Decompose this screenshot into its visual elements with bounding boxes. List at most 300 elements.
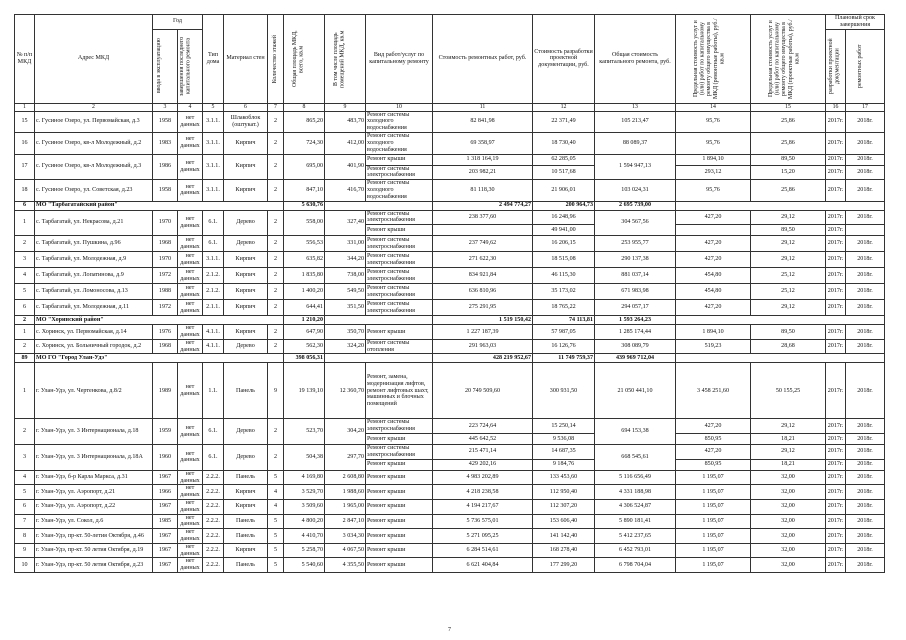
row-year-last-repair: нет данных (178, 268, 203, 284)
row-year-built: 1967 (153, 529, 178, 544)
row-repair-cost: 81 118,30 (433, 180, 533, 201)
row-living-area: 331,00 (325, 236, 366, 252)
row-address: с. Тарбагатай, ул. Лопатинова, д.9 (35, 268, 153, 284)
row-floors: 2 (268, 154, 284, 180)
header-address: Адрес МКД (35, 15, 153, 104)
row-total-area: 1 835,80 (284, 268, 325, 284)
column-number: 10 (366, 103, 433, 111)
row-deadline-design: 2017г. (826, 470, 846, 485)
row-deadline-works: 2018г. (846, 445, 885, 460)
row-house-type: 3.1.1. (203, 154, 224, 180)
row-address: с. Тарбагатай, ул. Молодежная, д.9 (35, 252, 153, 268)
row-limit-cost-design: 32,00 (751, 543, 826, 558)
table-row (15, 133, 885, 154)
row-design-cost: 16 206,15 (533, 236, 595, 252)
table-header (15, 15, 885, 112)
table-row (15, 180, 885, 201)
district-name: МО "Тарбагатайский район" (35, 201, 284, 210)
row-limit-cost-works: 850,95 (676, 459, 751, 470)
district-repair-total: 428 219 952,67 (433, 354, 533, 363)
row-wall-material: Дерево (224, 419, 268, 445)
row-living-area: 3 034,30 (325, 529, 366, 544)
row-total-cost: 103 024,31 (595, 180, 676, 201)
row-wall-material: Кирпич (224, 284, 268, 300)
row-work-type: Ремонт крыши (366, 499, 433, 514)
row-number: 3 (15, 252, 35, 268)
row-limit-cost-works: 427,20 (676, 252, 751, 268)
row-year-last-repair: нет данных (178, 419, 203, 445)
row-deadline-design: 2017г. (826, 514, 846, 529)
table-row (15, 470, 885, 485)
row-deadline-works: 2018г. (846, 485, 885, 500)
district-cost-total: 2 695 739,00 (595, 201, 676, 210)
row-address: с. Гусиное Озеро, кв-л Молодежный, д.3 (35, 154, 153, 180)
row-repair-cost: 5 736 575,01 (433, 514, 533, 529)
row-living-area: 401,90 (325, 154, 366, 180)
row-design-cost: 112 950,40 (533, 485, 595, 500)
row-wall-material: Кирпич (224, 300, 268, 316)
table-row (15, 499, 885, 514)
row-number: 6 (15, 300, 35, 316)
district-cost-total: 439 969 712,04 (595, 354, 676, 363)
row-year-built: 1959 (153, 419, 178, 445)
row-deadline-works: 2018г. (846, 419, 885, 434)
row-deadline-design: 2017г. (826, 252, 846, 268)
row-living-area: 738,00 (325, 268, 366, 284)
column-number: 14 (676, 103, 751, 111)
row-limit-cost-design: 29,12 (751, 210, 826, 225)
row-year-built: 1976 (153, 325, 178, 340)
row-limit-cost-design: 18,21 (751, 434, 826, 445)
row-living-area: 4 067,50 (325, 543, 366, 558)
row-deadline-design: 2017г. (826, 210, 846, 225)
row-design-cost: 14 687,35 (533, 445, 595, 460)
row-address: г. Улан-Удэ, пр-кт. 50 летия Октября, д.23 (35, 558, 153, 573)
row-design-cost: 153 606,40 (533, 514, 595, 529)
repair-program-table-sheet (14, 14, 884, 573)
row-number: 1 (15, 363, 35, 419)
column-number: 11 (433, 103, 533, 111)
row-year-last-repair: нет данных (178, 236, 203, 252)
row-house-type: 1.1. (203, 363, 224, 419)
row-limit-cost-design: 28,68 (751, 339, 826, 354)
row-living-area: 1 965,00 (325, 499, 366, 514)
row-total-cost: 21 050 441,10 (595, 363, 676, 419)
column-number: 17 (846, 103, 885, 111)
row-number: 1 (15, 325, 35, 340)
row-total-cost: 253 955,77 (595, 236, 676, 252)
column-number: 16 (826, 103, 846, 111)
row-design-cost: 46 115,30 (533, 268, 595, 284)
district-area-total: 5 630,76 (284, 201, 325, 210)
row-wall-material: Панель (224, 558, 268, 573)
row-address: г. Улан-Удэ, ул. Сокол, д.6 (35, 514, 153, 529)
row-deadline-works: 2018г. (846, 133, 885, 154)
row-house-type: 2.2.2. (203, 514, 224, 529)
row-total-cost: 308 089,79 (595, 339, 676, 354)
row-deadline-design: 2017г. (826, 529, 846, 544)
row-number: 4 (15, 470, 35, 485)
row-address: г. Улан-Удэ, ул. Чертенкова, д.8/2 (35, 363, 153, 419)
row-living-area: 344,20 (325, 252, 366, 268)
row-work-type: Ремонт системы электроснабжения (366, 252, 433, 268)
row-total-area: 562,30 (284, 339, 325, 354)
district-repair-total: 1 519 150,42 (433, 316, 533, 325)
empty-cell (325, 201, 433, 210)
row-repair-cost: 429 202,16 (433, 459, 533, 470)
row-limit-cost-works: 1 195,07 (676, 529, 751, 544)
row-repair-cost: 237 749,62 (433, 236, 533, 252)
table-row (15, 543, 885, 558)
column-number: 7 (268, 103, 284, 111)
row-year-last-repair: нет данных (178, 252, 203, 268)
row-repair-cost: 69 358,97 (433, 133, 533, 154)
row-year-last-repair: нет данных (178, 485, 203, 500)
column-number-row (15, 103, 885, 111)
row-address: г. Улан-Удэ, б-р Карла Маркса, д.31 (35, 470, 153, 485)
row-total-area: 865,20 (284, 111, 325, 132)
row-deadline-design: 2017г. (826, 558, 846, 573)
row-limit-cost-design: 89,50 (751, 225, 826, 236)
row-limit-cost-design: 32,00 (751, 558, 826, 573)
row-year-last-repair: нет данных (178, 445, 203, 471)
row-deadline-design: 2017г. (826, 434, 846, 445)
row-work-type: Ремонт крыши (366, 543, 433, 558)
header-floors: Количество этажей (272, 34, 279, 83)
row-floors: 2 (268, 419, 284, 445)
row-wall-material: Панель (224, 514, 268, 529)
row-deadline-design: 2017г. (826, 339, 846, 354)
row-design-cost: 18 730,40 (533, 133, 595, 154)
row-deadline-works: 2018г. (846, 470, 885, 485)
row-work-type: Ремонт крыши (366, 325, 433, 340)
row-repair-cost: 6 284 514,61 (433, 543, 533, 558)
row-number: 15 (15, 111, 35, 132)
row-deadline-works: 2018г. (846, 284, 885, 300)
row-repair-cost: 4 983 202,89 (433, 470, 533, 485)
row-living-area: 324,20 (325, 339, 366, 354)
row-limit-cost-design: 25,12 (751, 268, 826, 284)
row-work-type: Ремонт крыши (366, 459, 433, 470)
row-design-cost: 16 248,96 (533, 210, 595, 225)
row-address: с. Гусиное Озеро, кв-л Молодежный, д.2 (35, 133, 153, 154)
row-total-cost: 5 890 181,41 (595, 514, 676, 529)
row-limit-cost-works: 427,20 (676, 419, 751, 434)
row-deadline-design: 2017г. (826, 300, 846, 316)
row-year-built: 1972 (153, 300, 178, 316)
row-repair-cost: 82 841,98 (433, 111, 533, 132)
row-house-type: 6.1. (203, 236, 224, 252)
row-work-type: Ремонт системы холодного водоснабжения (366, 180, 433, 201)
row-floors: 9 (268, 363, 284, 419)
header-deadline-design: разработки проектной документации (827, 38, 841, 94)
row-deadline-design: 2017г. (826, 268, 846, 284)
row-year-last-repair: нет данных (178, 284, 203, 300)
row-design-cost: 35 173,02 (533, 284, 595, 300)
row-year-built: 1966 (153, 485, 178, 500)
row-address: с. Тарбагатай, ул. Молодежная, д.11 (35, 300, 153, 316)
row-house-type: 2.1.2. (203, 284, 224, 300)
row-wall-material: Дерево (224, 445, 268, 471)
row-repair-cost: 6 621 404,84 (433, 558, 533, 573)
row-number: 17 (15, 154, 35, 180)
row-total-area: 695,00 (284, 154, 325, 180)
row-total-cost: 1 285 174,44 (595, 325, 676, 340)
row-total-area: 504,38 (284, 445, 325, 471)
row-total-cost: 5 412 237,65 (595, 529, 676, 544)
row-wall-material: Кирпич (224, 268, 268, 284)
column-number: 3 (153, 103, 178, 111)
row-year-built: 1972 (153, 268, 178, 284)
row-limit-cost-works: 519,23 (676, 339, 751, 354)
row-floors: 2 (268, 325, 284, 340)
row-year-built: 1958 (153, 180, 178, 201)
row-address: г. Улан-Удэ, ул. 3 Интернационала, д.18 (35, 419, 153, 445)
row-address: с. Тарбагатай, ул. Некрасова, д.21 (35, 210, 153, 236)
district-cost-total: 1 593 264,23 (595, 316, 676, 325)
row-limit-cost-design: 25,86 (751, 180, 826, 201)
row-deadline-works: 2018г. (846, 363, 885, 419)
empty-cell (325, 354, 433, 363)
row-year-last-repair: нет данных (178, 210, 203, 236)
row-work-type: Ремонт крыши (366, 434, 433, 445)
column-number: 8 (284, 103, 325, 111)
row-design-cost: 9 536,08 (533, 434, 595, 445)
header-limit-cost-design: Предельная стоимость услуг и (или) работ по капитальному ремонту общего имущества в МКД (проектные работы), руб./кв.м (768, 19, 801, 99)
row-limit-cost-works: 1 195,07 (676, 470, 751, 485)
row-wall-material: Панель (224, 470, 268, 485)
row-repair-cost: 238 377,60 (433, 210, 533, 225)
row-total-area: 523,70 (284, 419, 325, 445)
row-house-type: 3.1.1. (203, 133, 224, 154)
row-work-type: Ремонт системы электроснабжения (366, 284, 433, 300)
row-address: г. Улан-Удэ, ул. Аэропорт, д.21 (35, 485, 153, 500)
row-floors: 2 (268, 339, 284, 354)
row-total-cost: 105 213,47 (595, 111, 676, 132)
row-living-area: 351,50 (325, 300, 366, 316)
row-work-type: Ремонт крыши (366, 514, 433, 529)
row-design-cost: 16 126,76 (533, 339, 595, 354)
row-limit-cost-design: 32,00 (751, 499, 826, 514)
row-deadline-works: 2018г. (846, 543, 885, 558)
row-number: 7 (15, 514, 35, 529)
table-row (15, 514, 885, 529)
row-number: 2 (15, 419, 35, 445)
column-number: 1 (15, 103, 35, 111)
row-total-cost: 1 594 947,13 (595, 154, 676, 180)
row-deadline-works: 2018г. (846, 529, 885, 544)
row-year-last-repair: нет данных (178, 529, 203, 544)
row-deadline-works (846, 225, 885, 236)
row-design-cost: 168 278,40 (533, 543, 595, 558)
row-floors: 2 (268, 300, 284, 316)
table-body (15, 111, 885, 572)
row-wall-material: Панель (224, 363, 268, 419)
row-limit-cost-design: 18,21 (751, 459, 826, 470)
row-living-area: 297,70 (325, 445, 366, 471)
table-row (15, 268, 885, 284)
row-repair-cost: 5 271 095,25 (433, 529, 533, 544)
row-total-area: 847,10 (284, 180, 325, 201)
row-repair-cost: 271 622,30 (433, 252, 533, 268)
row-limit-cost-design: 32,00 (751, 485, 826, 500)
row-year-built: 1989 (153, 363, 178, 419)
row-total-cost: 694 153,38 (595, 419, 676, 445)
row-total-cost: 4 306 524,87 (595, 499, 676, 514)
row-limit-cost-works: 427,20 (676, 210, 751, 225)
row-deadline-works: 2018г. (846, 165, 885, 180)
header-limit-cost-works: Предельная стоимость услуг и (или) работ по капитальному ремонту общего имущества в МКД (ремонтные работы), руб./кв.м (693, 18, 726, 100)
column-number: 5 (203, 103, 224, 111)
district-area-total: 1 210,20 (284, 316, 325, 325)
row-number: 2 (15, 339, 35, 354)
row-total-area: 4 169,80 (284, 470, 325, 485)
district-total-row (15, 316, 885, 325)
row-work-type: Ремонт системы отопления (366, 339, 433, 354)
row-wall-material: Кирпич (224, 543, 268, 558)
table-row (15, 339, 885, 354)
row-limit-cost-design: 25,86 (751, 111, 826, 132)
row-living-area: 2 608,80 (325, 470, 366, 485)
row-deadline-design: 2017г. (826, 419, 846, 434)
table-row (15, 419, 885, 434)
row-limit-cost-design: 29,12 (751, 300, 826, 316)
row-total-area: 3 509,60 (284, 499, 325, 514)
row-repair-cost: 445 642,52 (433, 434, 533, 445)
row-design-cost: 15 250,14 (533, 419, 595, 434)
row-number: 6 (15, 499, 35, 514)
row-deadline-design: 2017г. (826, 363, 846, 419)
row-repair-cost: 203 982,21 (433, 165, 533, 180)
row-number: 4 (15, 268, 35, 284)
row-repair-cost: 834 921,84 (433, 268, 533, 284)
row-limit-cost-design: 29,12 (751, 445, 826, 460)
row-living-area: 350,70 (325, 325, 366, 340)
row-floors: 2 (268, 236, 284, 252)
header-year-built: ввода в эксплуатацию (156, 38, 162, 94)
column-number: 13 (595, 103, 676, 111)
row-design-cost: 18 765,22 (533, 300, 595, 316)
row-limit-cost-works: 95,76 (676, 133, 751, 154)
district-total-row (15, 201, 885, 210)
row-limit-cost-design: 32,00 (751, 529, 826, 544)
row-year-last-repair: нет данных (178, 300, 203, 316)
row-house-type: 3.1.1. (203, 252, 224, 268)
row-number: 3 (15, 445, 35, 471)
row-address: г. Улан-Удэ, ул. Аэропорт, д.22 (35, 499, 153, 514)
row-year-built: 1968 (153, 236, 178, 252)
row-repair-cost: 636 810,96 (433, 284, 533, 300)
row-total-cost: 881 037,14 (595, 268, 676, 284)
row-design-cost: 22 371,49 (533, 111, 595, 132)
row-deadline-design: 2017г. (826, 284, 846, 300)
row-house-type: 2.2.2. (203, 529, 224, 544)
row-work-type: Ремонт системы электроснабжения (366, 236, 433, 252)
row-house-type: 3.1.1. (203, 111, 224, 132)
district-name: МО ГО "Город Улан-Удэ" (35, 354, 284, 363)
row-design-cost: 112 307,20 (533, 499, 595, 514)
row-total-cost: 671 983,98 (595, 284, 676, 300)
row-total-area: 4 800,20 (284, 514, 325, 529)
row-wall-material: Кирпич (224, 485, 268, 500)
row-deadline-design: 2017г. (826, 325, 846, 340)
row-number: 8 (15, 529, 35, 544)
row-year-last-repair: нет данных (178, 558, 203, 573)
row-limit-cost-works: 1 195,07 (676, 499, 751, 514)
column-number: 6 (224, 103, 268, 111)
row-year-built: 1967 (153, 558, 178, 573)
row-total-area: 635,82 (284, 252, 325, 268)
header-wall-material: Материал стен (224, 15, 268, 104)
row-living-area: 12 360,70 (325, 363, 366, 419)
row-work-type: Ремонт, замена, модернизация лифтов, ремонт лифтовых шахт, машинных и блочных помещений (366, 363, 433, 419)
row-wall-material: Шлакоблок (оштукат.) (224, 111, 268, 132)
header-work-type: Вид работ/услуг по капитальному ремонту (366, 15, 433, 104)
row-living-area: 483,70 (325, 111, 366, 132)
district-name: МО "Хоринский район" (35, 316, 284, 325)
row-floors: 2 (268, 133, 284, 154)
row-number: 18 (15, 180, 35, 201)
row-design-cost: 10 517,68 (533, 165, 595, 180)
district-design-total: 74 113,81 (533, 316, 595, 325)
row-design-cost: 177 299,20 (533, 558, 595, 573)
row-house-type: 6.1. (203, 210, 224, 236)
row-repair-cost: 1 227 187,39 (433, 325, 533, 340)
table-row (15, 558, 885, 573)
row-design-cost: 9 184,76 (533, 459, 595, 470)
row-deadline-works: 2018г. (846, 325, 885, 340)
table-row (15, 485, 885, 500)
row-number: 5 (15, 485, 35, 500)
row-repair-cost: 223 724,64 (433, 419, 533, 434)
row-limit-cost-design: 29,12 (751, 236, 826, 252)
row-address: г. Улан-Удэ, пр-кт. 50-летия Октября, д.46 (35, 529, 153, 544)
row-floors: 4 (268, 485, 284, 500)
row-living-area: 416,70 (325, 180, 366, 201)
row-wall-material: Кирпич (224, 154, 268, 180)
empty-cell (676, 354, 885, 363)
row-year-built: 1970 (153, 252, 178, 268)
row-number: 5 (15, 284, 35, 300)
column-number: 12 (533, 103, 595, 111)
row-total-area: 1 400,20 (284, 284, 325, 300)
row-limit-cost-works (676, 225, 751, 236)
district-repair-total: 2 494 774,27 (433, 201, 533, 210)
row-total-cost: 4 331 188,98 (595, 485, 676, 500)
row-house-type: 2.2.2. (203, 499, 224, 514)
row-floors: 2 (268, 252, 284, 268)
row-wall-material: Кирпич (224, 252, 268, 268)
row-year-last-repair: нет данных (178, 154, 203, 180)
row-deadline-works: 2018г. (846, 558, 885, 573)
header-year-last-repair: завершения последнего капитального ремонта (179, 36, 192, 96)
row-limit-cost-works: 427,20 (676, 445, 751, 460)
row-floors: 5 (268, 529, 284, 544)
row-number: 9 (15, 543, 35, 558)
row-address: с. Хоринск, ул. Больничный городок, д.2 (35, 339, 153, 354)
row-limit-cost-design: 32,00 (751, 470, 826, 485)
row-deadline-works: 2018г. (846, 459, 885, 470)
row-deadline-design: 2017г. (826, 111, 846, 132)
row-work-type: Ремонт крыши (366, 225, 433, 236)
district-area-total: 398 056,31 (284, 354, 325, 363)
header-total-area: Общая площадь МКД, всего, кв.м (292, 30, 305, 88)
row-number: 16 (15, 133, 35, 154)
table-row (15, 300, 885, 316)
row-deadline-design: 2017г. (826, 445, 846, 460)
column-number: 2 (35, 103, 153, 111)
row-year-last-repair: нет данных (178, 133, 203, 154)
